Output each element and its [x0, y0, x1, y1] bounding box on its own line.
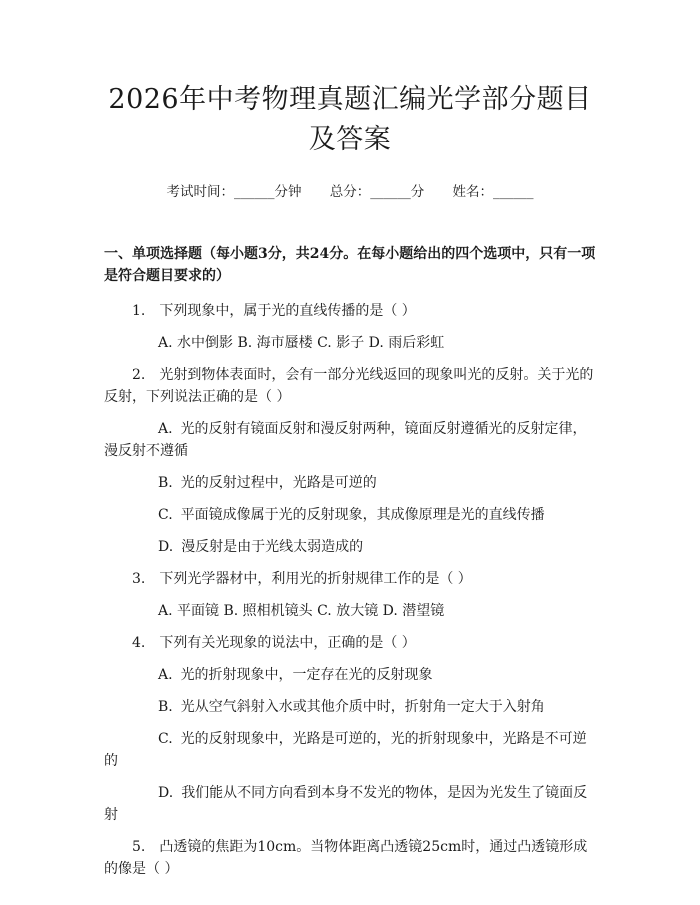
question-text: 下列有关光现象的说法中，正确的是（ ） — [159, 635, 416, 651]
option-text: 我们能从不同方向看到本身不发光的物体，是因为光发生了镜面反射 — [104, 785, 588, 823]
question-5 — [104, 836, 596, 880]
option-text: 光的反射有镜面反射和漫反射两种，镜面反射遵循光的反射定律，漫反射不遵循 — [104, 421, 587, 459]
option-text: 光的反射过程中，光路是可逆的 — [180, 475, 377, 491]
question-4-option-c — [104, 728, 596, 772]
question-4-option-b — [104, 696, 596, 718]
option-letter: B. — [158, 475, 173, 491]
question-4-option-d — [104, 782, 596, 826]
question-2-option-a — [104, 418, 596, 462]
section-heading: 一、单项选择题（每小题3分，共24分。在每小题给出的四个选项中，只有一项是符合题目要求的） — [104, 246, 596, 284]
option-text: 光的折射现象中，一定存在光的反射现象 — [180, 667, 433, 683]
option-letter: C. — [158, 731, 173, 747]
total-score-field: 总分：______分 — [329, 184, 425, 200]
option-text: 漫反射是由于光线太弱造成的 — [181, 539, 364, 555]
question-1-options: A. 水中倒影 B. 海市蜃楼 C. 影子 D. 雨后彩虹 — [158, 335, 445, 351]
question-4 — [104, 632, 596, 654]
question-3 — [104, 568, 596, 590]
option-letter: B. — [158, 699, 173, 715]
question-text: 凸透镜的焦距为10cm。当物体距离凸透镜25cm时，通过凸透镜形成的像是（ ） — [104, 839, 588, 877]
option-letter: D. — [158, 785, 174, 801]
question-text: 光射到物体表面时，会有一部分光线返回的现象叫光的反射。关于光的反射，下列说法正确的是（ ） — [104, 367, 594, 405]
option-text: 光从空气斜射入水或其他介质中时，折射角一定大于入射角 — [180, 699, 545, 715]
question-1 — [104, 300, 596, 322]
student-name-field: 姓名：______ — [452, 184, 534, 200]
question-number: 5. — [132, 839, 146, 855]
question-number: 2. — [132, 367, 146, 383]
question-text: 下列光学器材中，利用光的折射规律工作的是（ ） — [159, 571, 472, 587]
question-number: 4. — [132, 635, 146, 651]
question-2-option-c — [104, 504, 596, 526]
question-2-option-b — [104, 472, 596, 494]
option-text: 光的反射现象中，光路是可逆的，光的折射现象中，光路是不可逆的 — [104, 731, 587, 769]
option-text: 平面镜成像属于光的反射现象，其成像原理是光的直线传播 — [180, 507, 545, 523]
question-2-option-d — [104, 536, 596, 558]
question-number: 1. — [132, 303, 146, 319]
question-number: 3. — [132, 571, 146, 587]
option-letter: D. — [158, 539, 174, 555]
document-title: 2026年中考物理真题汇编光学部分题目及答案 — [108, 84, 592, 155]
exam-info-line — [104, 182, 596, 202]
option-letter: A. — [158, 421, 173, 437]
question-3-options: A. 平面镜 B. 照相机镜头 C. 放大镜 D. 潜望镜 — [158, 603, 445, 619]
question-text: 下列现象中，属于光的直线传播的是（ ） — [159, 303, 416, 319]
question-4-option-a — [104, 664, 596, 686]
question-2 — [104, 364, 596, 408]
option-letter: A. — [158, 667, 173, 683]
option-letter: C. — [158, 507, 173, 523]
exam-time-field: 考试时间：______分钟 — [166, 184, 302, 200]
